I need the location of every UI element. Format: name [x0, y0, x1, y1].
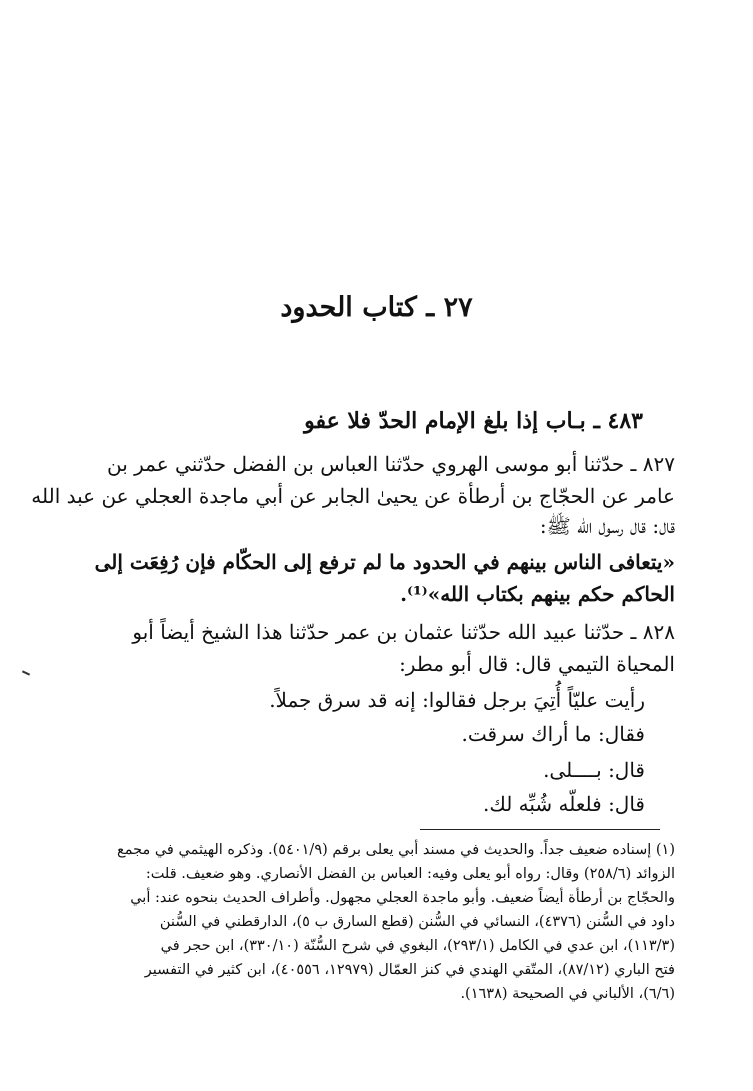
- hadith-827-text-line-2: الحاكم حكم بينهم بكتاب الله»⁽¹⁾.: [400, 582, 675, 606]
- hadith-827-line-3: قال: قال رسول الله ﷺ:: [539, 514, 675, 538]
- hadith-828-line-2: المحياة التيمي قال: قال أبو مطر:: [399, 652, 675, 676]
- hadith-827-line-2: عامر عن الحجّاج بن أرطأة عن يحيىٰ الجابر عن أبي ماجدة العجلي عن عبد الله: [31, 484, 675, 508]
- footnote-line-7: (٦/٦)، الألباني في الصحيحة (١٦٣٨).: [460, 986, 675, 1002]
- footnote-divider: [420, 829, 660, 830]
- footnote-line-3: والحجّاج بن أرطأة أيضاً ضعيف. وأبو ماجدة العجلي مجهول. وأطراف الحديث بنحوه عند: أبي: [130, 890, 675, 906]
- hadith-828-line-1: ٨٢٨ ـ حدّثنا عبيد الله حدّثنا عثمان بن عمر حدّثنا هذا الشيخ أيضاً أبو: [132, 620, 675, 644]
- hadith-828-line-6: قال: فلعلّه شُبِّه لك.: [483, 792, 645, 816]
- chapter-title: ٢٧ ـ كتاب الحدود: [280, 292, 473, 323]
- footnote-line-2: الزوائد (٢٥٨/٦) وقال: رواه أبو يعلى وفيه: العباس بن الفضل الأنصاري. وهو ضعيف. قلت:: [145, 866, 675, 882]
- section-heading: ٤٨٣ ـ بـاب إذا بلغ الإمام الحدّ فلا عفو: [304, 408, 643, 434]
- margin-mark: [22, 670, 30, 675]
- footnote-line-4: داود في السُّنن (٤٣٧٦)، النسائي في السُّنن (قطع السارق ب ٥)، الدارقطني في السُّنن: [159, 914, 675, 930]
- hadith-827-text-line-1: «يتعافى الناس بينهم في الحدود ما لم ترفع إلى الحكّام فإن رُفِعَت إلى: [94, 550, 675, 574]
- footnote-line-5: (١١٣/٣)، ابن عدي في الكامل (٢٩٣/١)، البغوي في شرح السُّنّة (٣٣٠/١٠)، ابن حجر في: [160, 938, 675, 954]
- footnote-line-1: (١) إسناده ضعيف جداً. والحديث في مسند أبي يعلى برقم (٥٤٠١/٩). وذكره الهيثمي في مجمع: [117, 842, 675, 858]
- hadith-828-line-3: رأيت عليّاً أُتِيَ برجل فقالوا: إنه قد سرق جملاً.: [269, 688, 645, 712]
- hadith-828-line-5: قال: بــــلى.: [543, 758, 645, 782]
- footnote-line-6: فتح الباري (٨٧/١٢)، المتّقي الهندي في كنز العمّال (١٢٩٧٩، ٤٠٥٥٦)، ابن كثير في التفسير: [144, 962, 675, 978]
- hadith-828-line-4: فقال: ما أراك سرقت.: [461, 722, 645, 746]
- hadith-827-line-1: ٨٢٧ ـ حدّثنا أبو موسى الهروي حدّثنا العباس بن الفضل حدّثني عمر بن: [107, 452, 675, 476]
